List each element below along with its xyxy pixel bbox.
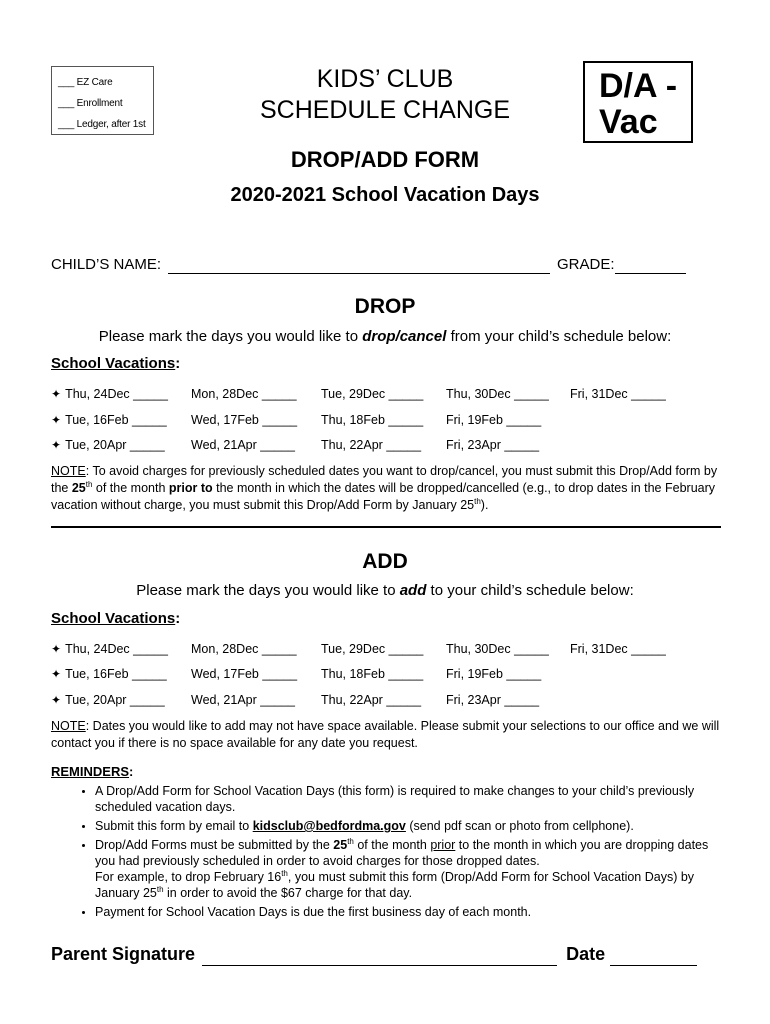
form-title: DROP/ADD FORM xyxy=(290,147,480,172)
child-name-row xyxy=(51,256,550,274)
add-day[interactable]: Fri, 19Feb _____ xyxy=(446,667,542,681)
reminder-item: • Drop/Add Forms must be submitted by the 25th of the month prior to the month in which you are dropping dates you had previously scheduled in order to avoid charges for those dropped dates. For example, to drop February 16th, you must submit this form (Drop/Add Form for School Vacation Days) by January 25th in order to avoid the $67 charge for that day. xyxy=(95,837,721,901)
office-item-enrollment[interactable]: ___ Enrollment xyxy=(58,98,123,109)
add-day[interactable]: ✦ Tue, 16Feb _____ xyxy=(51,667,167,681)
form-subtitle: 2020-2021 School Vacation Days xyxy=(230,184,540,206)
drop-day[interactable]: Wed, 21Apr _____ xyxy=(191,438,296,452)
add-instruction xyxy=(0,582,770,599)
reminders-title: REMINDERS: xyxy=(51,764,134,779)
office-item-ledger[interactable]: ___ Ledger, after 1st xyxy=(58,119,146,130)
add-day[interactable]: Wed, 21Apr _____ xyxy=(191,693,296,707)
drop-instruction xyxy=(0,328,770,345)
add-day[interactable]: Thu, 22Apr _____ xyxy=(321,693,422,707)
star-bullet-icon: ✦ xyxy=(51,438,62,452)
badge-line-2: Vac xyxy=(599,103,658,141)
child-name-label: CHILD’S NAME: xyxy=(51,256,162,273)
drop-day[interactable]: Wed, 17Feb _____ xyxy=(191,413,298,427)
drop-day[interactable]: ✦ Tue, 16Feb _____ xyxy=(51,413,167,427)
drop-day[interactable]: Fri, 23Apr _____ xyxy=(446,438,540,452)
form-code-badge xyxy=(583,61,693,143)
add-day[interactable]: Fri, 31Dec _____ xyxy=(570,642,666,656)
drop-vacations-label: School Vacations: xyxy=(51,355,181,372)
signature-row xyxy=(51,944,697,966)
title-line-1: KIDS’ CLUB xyxy=(316,65,454,93)
date-field[interactable] xyxy=(610,944,697,966)
drop-day[interactable]: Fri, 31Dec _____ xyxy=(570,387,666,401)
add-day[interactable]: ✦ Tue, 20Apr _____ xyxy=(51,693,165,707)
add-day[interactable]: Thu, 30Dec _____ xyxy=(446,642,549,656)
section-divider xyxy=(51,526,721,528)
drop-instruction-emphasis: drop/cancel xyxy=(362,328,447,345)
email-link[interactable]: kidsclub@bedfordma.gov xyxy=(252,819,406,833)
reminders-list xyxy=(51,783,721,923)
office-use-box xyxy=(51,66,154,135)
star-bullet-icon: ✦ xyxy=(51,667,62,681)
date-label: Date xyxy=(566,944,606,964)
drop-note: NOTE: To avoid charges for previously scheduled dates you want to drop/cancel, you must submit this Drop/Add form by the 25th of the month prior to the month in which the dates will be dropped/cancelled (e.g., to drop dates in the February vacation without charge, you must submit this Drop/Add Form by January 25th). xyxy=(51,464,718,512)
office-item-ez-care[interactable]: ___ EZ Care xyxy=(58,77,113,88)
parent-signature-field[interactable] xyxy=(202,944,557,966)
parent-signature-label: Parent Signature xyxy=(51,944,196,964)
drop-instruction-post: from your child’s schedule below: xyxy=(446,328,672,345)
add-day[interactable]: Tue, 29Dec _____ xyxy=(321,642,424,656)
reminder-item: • Submit this form by email to kidsclub@bedfordma.gov (send pdf scan or photo from cellphone). xyxy=(95,818,721,834)
add-day[interactable]: Wed, 17Feb _____ xyxy=(191,667,298,681)
grade-field[interactable] xyxy=(615,256,686,274)
star-bullet-icon: ✦ xyxy=(51,387,62,401)
drop-instruction-pre: Please mark the days you would like to xyxy=(98,328,363,345)
badge-line-1: D/A - xyxy=(599,67,678,105)
reminder-item: • A Drop/Add Form for School Vacation Days (this form) is required to make changes to your child’s previously scheduled vacation days. xyxy=(95,783,721,815)
drop-day[interactable]: Thu, 18Feb _____ xyxy=(321,413,424,427)
drop-day[interactable]: Thu, 30Dec _____ xyxy=(446,387,549,401)
add-note: NOTE: Dates you would like to add may not have space available. Please submit your selections to our office and we will contact you if there is no space available for any date you request. xyxy=(51,719,720,750)
grade-label: GRADE: xyxy=(557,256,615,273)
add-day[interactable]: Fri, 23Apr _____ xyxy=(446,693,540,707)
add-vacations-label: School Vacations: xyxy=(51,610,181,627)
drop-day[interactable]: Mon, 28Dec _____ xyxy=(191,387,297,401)
grade-row xyxy=(557,256,686,274)
star-bullet-icon: ✦ xyxy=(51,642,62,656)
star-bullet-icon: ✦ xyxy=(51,413,62,427)
drop-day[interactable]: Thu, 22Apr _____ xyxy=(321,438,422,452)
add-instruction-emphasis: add xyxy=(399,582,427,599)
add-instruction-pre: Please mark the days you would like to xyxy=(136,582,400,599)
drop-day[interactable]: Tue, 29Dec _____ xyxy=(321,387,424,401)
drop-day[interactable]: ✦ Tue, 20Apr _____ xyxy=(51,438,165,452)
add-instruction-post: to your child’s schedule below: xyxy=(426,582,634,599)
add-heading: ADD xyxy=(362,550,408,573)
drop-day[interactable]: ✦ Thu, 24Dec _____ xyxy=(51,387,168,401)
drop-day[interactable]: Fri, 19Feb _____ xyxy=(446,413,542,427)
drop-heading: DROP xyxy=(354,295,416,318)
star-bullet-icon: ✦ xyxy=(51,693,62,707)
add-day[interactable]: Thu, 18Feb _____ xyxy=(321,667,424,681)
add-day[interactable]: Mon, 28Dec _____ xyxy=(191,642,297,656)
child-name-field[interactable] xyxy=(168,256,550,274)
add-day[interactable]: ✦ Thu, 24Dec _____ xyxy=(51,642,168,656)
reminder-item: • Payment for School Vacation Days is due the first business day of each month. xyxy=(95,904,721,920)
title-line-2: SCHEDULE CHANGE xyxy=(259,96,511,124)
